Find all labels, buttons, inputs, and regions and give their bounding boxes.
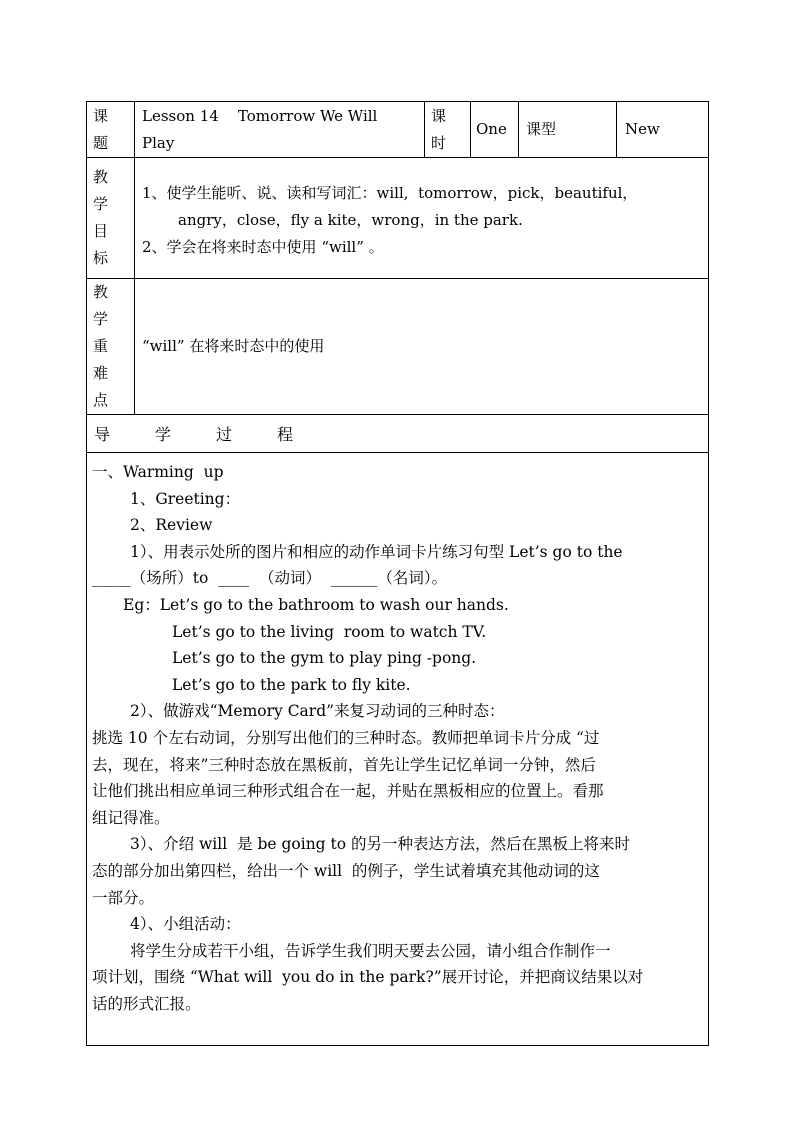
review-activity-2: 2）、做游戏“Memory Card”来复习动词的三种时态： bbox=[130, 702, 505, 721]
topic-label: 课 题 bbox=[87, 102, 135, 158]
goals-content bbox=[135, 158, 709, 279]
goals-label: 教 学 目 标 bbox=[87, 158, 135, 279]
review-activity-1: 1）、用表示处所的图片和相应的动作单词卡片练习句型 Let’s go to the bbox=[130, 542, 623, 561]
type-value: New bbox=[617, 102, 709, 158]
group-activity-line-3: 话的形式汇报。 bbox=[92, 994, 201, 1013]
example-4: Let’s go to the park to fly kite. bbox=[172, 675, 411, 694]
goals-row bbox=[87, 158, 709, 279]
goal-2: 2、学会在将来时态中使用 “will” 。 bbox=[142, 238, 384, 256]
type-label: 课型 bbox=[519, 102, 617, 158]
warming-up-heading: 一、Warming up bbox=[92, 463, 224, 481]
will-intro-line-1: 3）、介绍 will 是 be going to 的另一种表达方法，然后在黑板上将来时 bbox=[130, 835, 631, 854]
goal-1-continued: angry，close，fly a kite，wrong，in the park. bbox=[178, 211, 523, 229]
period-label: 课 时 bbox=[425, 102, 471, 158]
example-1: Eg：Let’s go to the bathroom to wash our hands. bbox=[123, 595, 509, 614]
group-activity-line-1: 将学生分成若干小组，告诉学生我们明天要去公园，请小组合作制作一 bbox=[130, 941, 611, 960]
memory-card-line-2: 去，现在，将来”三种时态放在黑板前，首先让学生记忆单词一分钟，然后 bbox=[92, 755, 596, 774]
will-intro-line-2: 态的部分加出第四栏，给出一个 will 的例子，学生试着填充其他动词的这 bbox=[92, 861, 600, 880]
sentence-pattern: _____（场所）to ____ （动词） ______（名词）。 bbox=[92, 569, 448, 588]
process-heading-row bbox=[87, 415, 709, 453]
lesson-plan-table bbox=[86, 101, 709, 1046]
memory-card-line-4: 组记得准。 bbox=[92, 808, 170, 827]
greeting-step: 1、Greeting： bbox=[130, 489, 241, 508]
memory-card-line-1: 挑选 10 个左右动词，分别写出他们的三种时态。教师把单词卡片分成 “过 bbox=[92, 728, 600, 747]
process-heading: 导 学 过 程 bbox=[87, 415, 709, 453]
review-step: 2、Review bbox=[130, 516, 213, 535]
lesson-title: Lesson 14 Tomorrow We Will Play bbox=[135, 102, 425, 158]
lesson-plan-sheet bbox=[86, 101, 708, 1038]
period-value: One bbox=[471, 102, 519, 158]
memory-card-line-3: 让他们挑出相应单词三种形式组合在一起，并贴在黑板相应的位置上。看那 bbox=[92, 782, 604, 801]
key-points-label: 教 学 重 难 点 bbox=[87, 279, 135, 415]
goal-1: 1、使学生能听、说、读和写词汇：will, tomorrow，pick，beautiful， bbox=[142, 184, 638, 202]
process-body-row bbox=[87, 453, 709, 1046]
will-intro-line-3: 一部分。 bbox=[92, 888, 155, 907]
group-activity-heading: 4）、小组活动： bbox=[130, 915, 241, 934]
process-content bbox=[87, 453, 709, 1046]
key-points-row bbox=[87, 279, 709, 415]
example-2: Let’s go to the living room to watch TV. bbox=[172, 622, 487, 641]
header-row bbox=[87, 102, 709, 158]
group-activity-line-2: 项计划，围绕 “What will you do in the park?”展开讨论，并把商议结果以对 bbox=[92, 968, 644, 987]
example-3: Let’s go to the gym to play ping -pong. bbox=[172, 649, 477, 668]
key-points-content: “will” 在将来时态中的使用 bbox=[135, 279, 709, 415]
